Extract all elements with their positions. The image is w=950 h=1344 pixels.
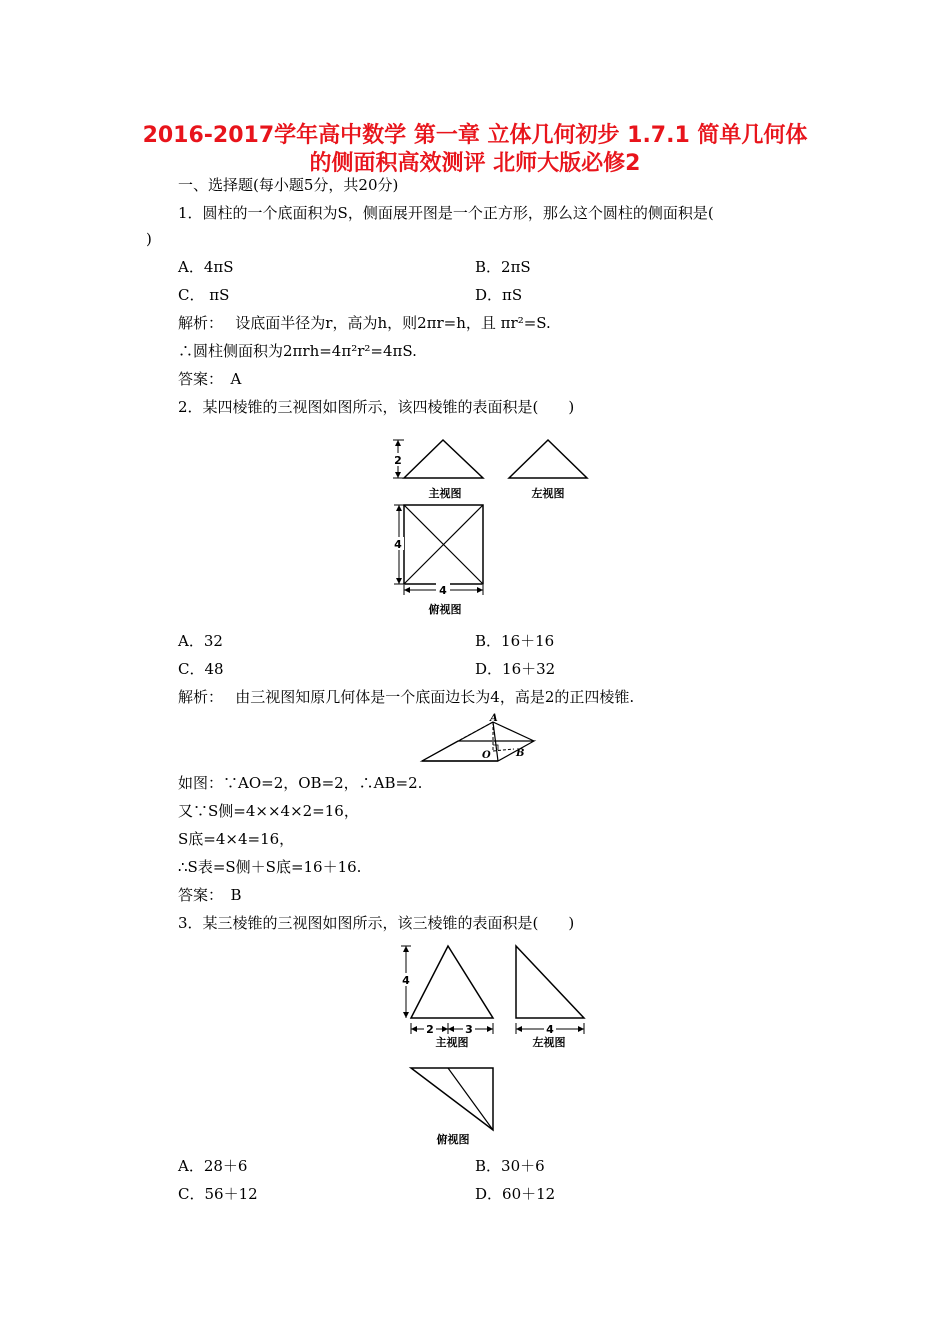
q3-side-caption: 左视图 [532, 1036, 566, 1049]
q3-front-right-dim: 3 [465, 1023, 473, 1036]
q1-answer: 答案： A [178, 370, 242, 388]
q1-option-c: C． πS [178, 286, 230, 304]
q2-three-view-figure [380, 430, 600, 622]
q2-top-view [392, 505, 483, 616]
q2-top-side-dim: 4 [394, 538, 402, 551]
q3-option-a: A．28＋6 [178, 1157, 248, 1175]
q2-step-3: S底=4×4=16， [178, 830, 295, 848]
q1-option-b: B．2πS [475, 258, 531, 276]
q1-option-d: D．πS [475, 286, 523, 304]
q3-front-left-dim: 2 [426, 1023, 434, 1036]
q3-side-dim: 4 [546, 1023, 554, 1036]
q3-top-view [411, 1068, 493, 1146]
q3-three-view-figure [395, 940, 595, 1152]
q3-front-caption: 主视图 [435, 1036, 469, 1049]
q3-height-dim: 4 [402, 974, 410, 987]
section-heading: 一、选择题(每小题5分，共20分) [178, 176, 399, 194]
q2-stem: 2．某四棱锥的三视图如图所示，该四棱锥的表面积是( ) [178, 398, 575, 416]
q2-side-caption: 左视图 [531, 487, 565, 500]
q2-option-a: A．32 [178, 632, 223, 650]
q1-therefore: ∴圆柱侧面积为2πrh=4π²r²=4πS. [178, 342, 417, 360]
q2-answer: 答案： B [178, 886, 242, 904]
q3-top-caption: 俯视图 [436, 1133, 470, 1146]
q2-step-2: 又∵S侧=4××4×2=16， [178, 802, 359, 820]
q2-analysis: 解析： 由三视图知原几何体是一个底面边长为4，高是2的正四棱锥. [178, 688, 635, 706]
q3-option-c: C．56＋12 [178, 1185, 258, 1203]
q3-stem: 3．某三棱锥的三视图如图所示，该三棱锥的表面积是( ) [178, 914, 575, 932]
q3-front-view [400, 946, 493, 1049]
q2-pyramid-label-a: A [490, 713, 498, 724]
q2-front-caption: 主视图 [428, 487, 462, 500]
q1-option-a: A．4πS [178, 258, 234, 276]
q2-pyramid-label-o: O [482, 750, 491, 761]
q2-front-view [392, 440, 483, 500]
q1-analysis: 解析： 设底面半径为r，高为h，则2πr=h，且 πr²=S. [178, 314, 551, 332]
q3-option-b: B．30＋6 [475, 1157, 545, 1175]
q2-step-4: ∴S表=S侧＋S底=16＋16. [178, 858, 362, 876]
q2-top-bottom-dim: 4 [439, 584, 447, 597]
doc-title-line2: 的侧面积高效测评 北师大版必修2 [309, 151, 641, 176]
q2-pyramid-diagram [418, 713, 538, 765]
q2-top-caption: 俯视图 [428, 603, 462, 616]
q2-option-b: B．16＋16 [475, 632, 555, 650]
q2-height-dim: 2 [394, 454, 402, 467]
doc-title-line1: 2016-2017学年高中数学 第一章 立体几何初步 1.7.1 简单几何体 [142, 123, 808, 148]
q3-side-view [516, 946, 584, 1049]
q2-option-c: C．48 [178, 660, 224, 678]
q3-option-d: D．60＋12 [475, 1185, 556, 1203]
q1-stem-end: ) [146, 230, 152, 248]
q2-pyramid-label-b: B [516, 748, 525, 759]
q2-step-1: 如图：∵AO=2，OB=2，∴AB=2. [178, 774, 423, 792]
q1-stem: 1．圆柱的一个底面积为S，侧面展开图是一个正方形，那么这个圆柱的侧面积是( [178, 204, 714, 222]
q2-side-view [509, 440, 587, 500]
q2-option-d: D．16＋32 [475, 660, 556, 678]
